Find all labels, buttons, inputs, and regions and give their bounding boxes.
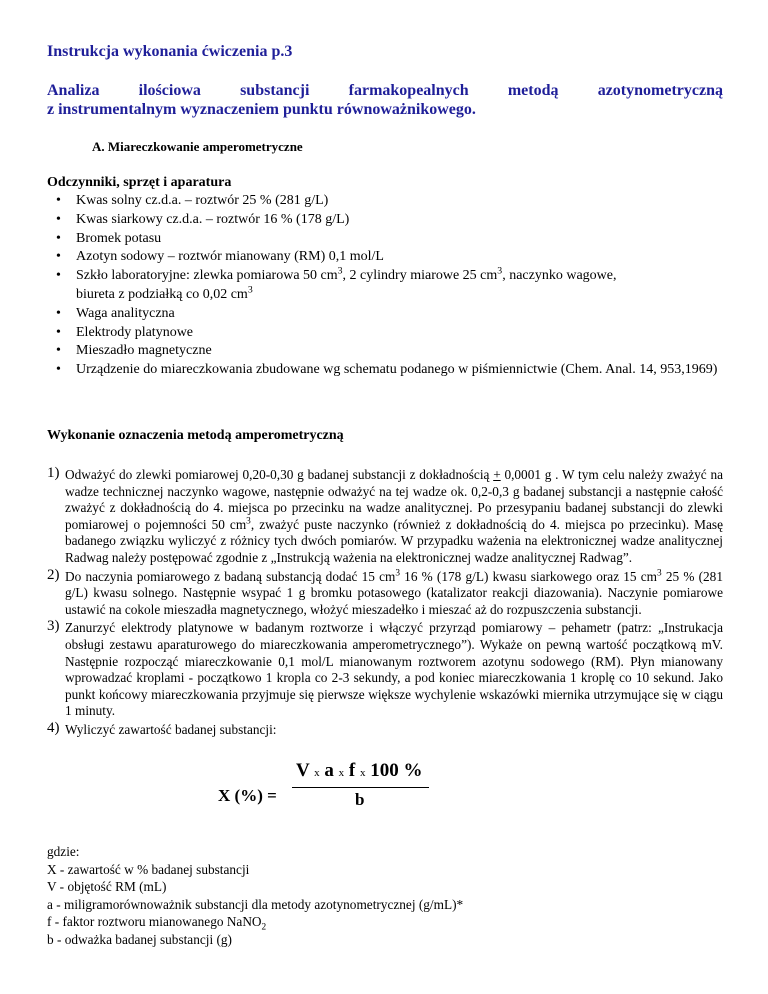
fraction-bar bbox=[292, 787, 429, 788]
step-number: 4) bbox=[47, 719, 60, 736]
procedure-steps bbox=[47, 467, 723, 739]
reagents-heading: Odczynniki, sprzęt i aparatura bbox=[47, 175, 232, 190]
list-item: • Kwas siarkowy cz.d.a. – roztwór 16 % (178 g/L) bbox=[47, 211, 723, 230]
procedure-step-3: 3) Zanurzyć elektrody platynowe w badanym roztworze i włączyć przyrząd pomiarowy – pehametr (patrz: „Instrukacja obsługi zestawu aparaturowego do miareczkowania amperometrycznego”). Wykaże on pewną wartość początkową mV. Następnie rozpocząć miareczkowanie 0,1 mol/L mianowanym roztworem azotynu sodowego (RM). Płyn mianowany wprowadzać kroplami - początkowo 1 kropla co 2-3 sekundy, a pod koniec miareczkowania 1 kroplę co 10 sekund. Jako punkt końcowy miareczkowania przyjmuje się pierwsze większe wychylenie wskazówki miernika utrzymujące się w ciągu 1 minuty. bbox=[47, 618, 723, 719]
procedure-heading: Wykonanie oznaczenia metodą amperometryczną bbox=[47, 428, 344, 443]
list-item: • Bromek potasu bbox=[47, 230, 723, 249]
topic-word: substancji bbox=[240, 82, 310, 99]
calculation-formula bbox=[218, 760, 448, 830]
step-number: 3) bbox=[47, 618, 60, 635]
topic-word: metodą bbox=[507, 82, 559, 99]
list-item: • Waga analityczna bbox=[47, 305, 723, 324]
step-number: 2) bbox=[47, 566, 60, 583]
bullet-icon: • bbox=[56, 305, 61, 321]
list-item: • Mieszadło magnetyczne bbox=[47, 342, 723, 361]
list-item: • Azotyn sodowy – roztwór mianowany (RM) 0,1 mol/L bbox=[47, 248, 723, 267]
list-item: • Kwas solny cz.d.a. – roztwór 25 % (281 g/L) bbox=[47, 192, 723, 211]
procedure-step-1: 1) Odważyć do zlewki pomiarowej 0,20-0,30 g badanej substancji z dokładnością + 0,0001 g . W tym celu należy zważyć na wadze technicznej naczynko wagowe, następnie odważyć na tej wadze ok. 0,2-0,3 g badanej substancji a następnie całość zważyć z dokładnością do 4. miejsca po przecinku na wadze analitycznej. Po przesypaniu badanej substancji do zlewki pomiarowej o pojemności 50 $cm^3$, zważyć puste naczynko (również z dokładnością do 4. miejsca po przecinku). Masę badanego związku wyliczyć z różnicy tych dwóch pomiarów. W przypadku ważenia na elektronicznej wadze analitycznej Radwag należy postępować zgodnie z „Instrukcją ważenia na elektronicznej wadze analitycznej Radwag”. bbox=[47, 465, 723, 565]
bullet-icon: • bbox=[56, 193, 61, 208]
list-item: • Elektrody platynowe bbox=[47, 324, 723, 343]
bullet-icon: • bbox=[56, 230, 61, 246]
bullet-icon: • bbox=[56, 211, 61, 227]
topic-word: Analiza bbox=[47, 82, 100, 99]
topic-word: ilościowa bbox=[138, 82, 201, 99]
reagents-list bbox=[47, 192, 723, 380]
topic-heading-line-1 bbox=[47, 82, 723, 100]
procedure-step-2: 2) Do naczynia pomiarowego z badaną substancją dodać 15 $cm^3$ 16 % (178 g/L) kwasu siarkowego oraz 15 $cm^3$ 25 % (281 g/L) kwasu solnego. Następnie wsypać 1 g bromku potasowego (katalizator reakcji diazowania). Naczynie pomiarowe ustawić na cokole mieszadła magnetycznego, włożyć mieszadełko i mieszać aż do rozpuszczenia substancji. bbox=[47, 566, 723, 617]
topic-word: azotynometryczną bbox=[597, 82, 723, 99]
formula-legend: gdzie: X - zawartość w % badanej substancji V - objętość RM (mL) a - miligramorównoważnik substancji dla metody azotynometrycznej (g/mL)* f - faktor roztworu mianowanego NaNO$_2$ b - odważka badanej substancji (g) bbox=[47, 844, 464, 947]
list-item: • Urządzenie do miareczkowania zbudowane wg schematu podanego w piśmiennictwie (Chem. Anal. 14, 953,1969) bbox=[47, 361, 723, 380]
bullet-icon: • bbox=[56, 362, 61, 378]
topic-word: farmakopealnych bbox=[348, 82, 469, 99]
bullet-icon: • bbox=[56, 324, 61, 340]
formula-denominator: b bbox=[355, 790, 365, 809]
subsection-heading: A. Miareczkowanie amperometryczne bbox=[92, 139, 303, 154]
bullet-icon: • bbox=[56, 249, 61, 265]
step-number: 1) bbox=[47, 465, 60, 481]
procedure-step-4: 4) Wyliczyć zawartość badanej substancji: bbox=[47, 719, 277, 737]
formula-numerator: V x a x f x 100 % bbox=[296, 760, 423, 781]
bullet-icon: • bbox=[56, 268, 61, 284]
bullet-icon: • bbox=[56, 343, 61, 359]
document-title: Instrukcja wykonania ćwiczenia p.3 bbox=[47, 43, 293, 60]
formula-lhs: X (%) = bbox=[218, 786, 277, 805]
list-item: • Szkło laboratoryjne: zlewka pomiarowa 50 $cm^3$, 2 cylindry miarowe 25 $cm^3$, naczynko wagowe, biureta z podziałką co 0,02 $cm^3$ bbox=[56, 265, 617, 302]
topic-heading-line-2: z instrumentalnym wyznaczeniem punktu równoważnikowego. bbox=[47, 101, 476, 118]
